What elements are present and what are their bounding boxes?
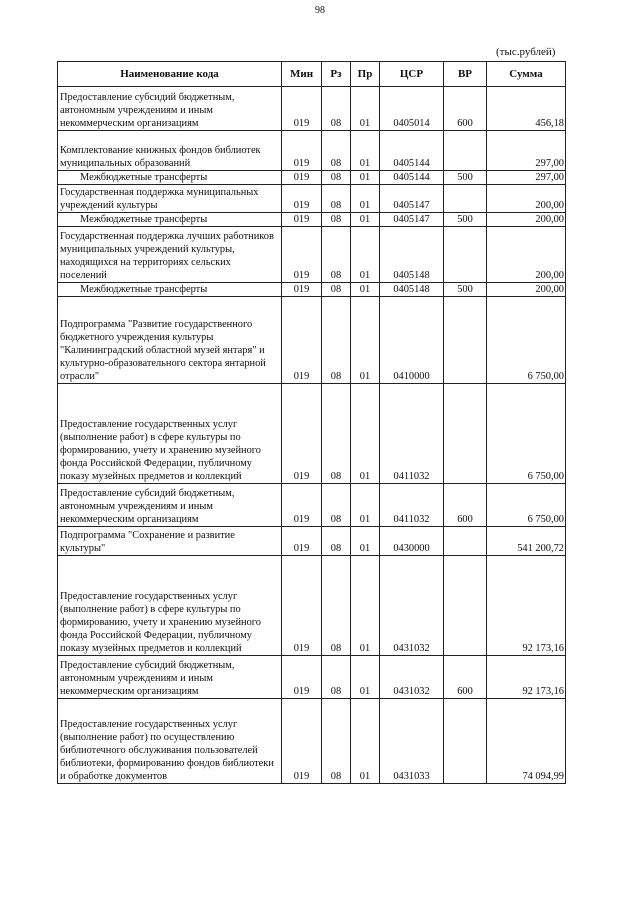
row-name: Подпрограмма "Сохранение и развитие культуры" bbox=[58, 527, 282, 556]
row-csr: 0405148 bbox=[380, 227, 444, 283]
header-csr: ЦСР bbox=[380, 62, 444, 87]
table-row bbox=[58, 227, 566, 283]
row-vr bbox=[444, 131, 487, 171]
row-min: 019 bbox=[282, 87, 322, 131]
row-min: 019 bbox=[282, 556, 322, 656]
row-csr: 0411032 bbox=[380, 484, 444, 527]
table-row bbox=[58, 171, 566, 185]
row-rz: 08 bbox=[322, 227, 351, 283]
row-sum: 92 173,16 bbox=[487, 556, 566, 656]
table-row bbox=[58, 556, 566, 656]
table-row bbox=[58, 213, 566, 227]
row-pr: 01 bbox=[351, 384, 380, 484]
row-min: 019 bbox=[282, 131, 322, 171]
row-vr bbox=[444, 297, 487, 384]
row-rz: 08 bbox=[322, 556, 351, 656]
row-vr bbox=[444, 227, 487, 283]
row-name: Комплектование книжных фондов библиотек муниципальных образований bbox=[58, 131, 282, 171]
row-pr: 01 bbox=[351, 656, 380, 699]
row-pr: 01 bbox=[351, 699, 380, 784]
table-row bbox=[58, 384, 566, 484]
table-row bbox=[58, 484, 566, 527]
row-csr: 0405144 bbox=[380, 171, 444, 185]
row-name: Межбюджетные трансферты bbox=[58, 213, 282, 227]
row-name: Межбюджетные трансферты bbox=[58, 283, 282, 297]
row-min: 019 bbox=[282, 297, 322, 384]
row-name: Предоставление государственных услуг (выполнение работ) в сфере культуры по формированию, учету и хранению музейного фонда Российской Федерации, публичному показу музейных предметов и коллекций bbox=[58, 556, 282, 656]
row-rz: 08 bbox=[322, 185, 351, 213]
row-pr: 01 bbox=[351, 556, 380, 656]
row-name: Межбюджетные трансферты bbox=[58, 171, 282, 185]
row-sum: 456,18 bbox=[487, 87, 566, 131]
row-name: Предоставление субсидий бюджетным, автономным учреждениям и иным некоммерческим организациям bbox=[58, 656, 282, 699]
row-csr: 0405144 bbox=[380, 131, 444, 171]
row-rz: 08 bbox=[322, 656, 351, 699]
row-sum: 297,00 bbox=[487, 171, 566, 185]
row-pr: 01 bbox=[351, 297, 380, 384]
row-name: Предоставление государственных услуг (выполнение работ) по осуществлению библиотечного обслуживания пользователей библиотеки, формированию фондов библиотеки и обработке документов bbox=[58, 699, 282, 784]
table-row bbox=[58, 87, 566, 131]
row-pr: 01 bbox=[351, 283, 380, 297]
row-vr: 600 bbox=[444, 87, 487, 131]
row-rz: 08 bbox=[322, 699, 351, 784]
row-rz: 08 bbox=[322, 527, 351, 556]
row-csr: 0410000 bbox=[380, 297, 444, 384]
row-vr: 600 bbox=[444, 484, 487, 527]
row-sum: 541 200,72 bbox=[487, 527, 566, 556]
row-min: 019 bbox=[282, 656, 322, 699]
row-sum: 74 094,99 bbox=[487, 699, 566, 784]
row-min: 019 bbox=[282, 227, 322, 283]
row-rz: 08 bbox=[322, 171, 351, 185]
row-rz: 08 bbox=[322, 484, 351, 527]
row-name: Государственная поддержка лучших работников муниципальных учреждений культуры, находящихся на территориях сельских поселений bbox=[58, 227, 282, 283]
row-sum: 200,00 bbox=[487, 185, 566, 213]
table-row bbox=[58, 297, 566, 384]
row-csr: 0431032 bbox=[380, 656, 444, 699]
row-vr: 500 bbox=[444, 213, 487, 227]
row-vr bbox=[444, 384, 487, 484]
row-rz: 08 bbox=[322, 297, 351, 384]
row-pr: 01 bbox=[351, 87, 380, 131]
page-number: 98 bbox=[315, 5, 325, 16]
header-name: Наименование кода bbox=[58, 62, 282, 87]
row-csr: 0411032 bbox=[380, 384, 444, 484]
row-sum: 297,00 bbox=[487, 131, 566, 171]
row-sum: 200,00 bbox=[487, 213, 566, 227]
budget-table bbox=[57, 61, 566, 784]
row-vr: 500 bbox=[444, 171, 487, 185]
table-row bbox=[58, 527, 566, 556]
row-pr: 01 bbox=[351, 527, 380, 556]
row-min: 019 bbox=[282, 527, 322, 556]
units-label: (тыс.рублей) bbox=[496, 46, 556, 58]
row-min: 019 bbox=[282, 213, 322, 227]
row-csr: 0405147 bbox=[380, 185, 444, 213]
row-csr: 0405148 bbox=[380, 283, 444, 297]
table-row bbox=[58, 699, 566, 784]
row-pr: 01 bbox=[351, 171, 380, 185]
header-pr: Пр bbox=[351, 62, 380, 87]
row-vr: 600 bbox=[444, 656, 487, 699]
row-vr: 500 bbox=[444, 283, 487, 297]
row-sum: 6 750,00 bbox=[487, 384, 566, 484]
row-rz: 08 bbox=[322, 213, 351, 227]
row-min: 019 bbox=[282, 484, 322, 527]
table-row bbox=[58, 185, 566, 213]
row-name: Подпрограмма "Развитие государственного бюджетного учреждения культуры "Калининградский областной музей янтаря" и культурно-образовательного сектора янтарной отрасли" bbox=[58, 297, 282, 384]
row-min: 019 bbox=[282, 699, 322, 784]
row-pr: 01 bbox=[351, 227, 380, 283]
row-pr: 01 bbox=[351, 185, 380, 213]
row-vr bbox=[444, 185, 487, 213]
row-sum: 6 750,00 bbox=[487, 297, 566, 384]
row-name: Государственная поддержка муниципальных учреждений культуры bbox=[58, 185, 282, 213]
row-csr: 0430000 bbox=[380, 527, 444, 556]
table-row bbox=[58, 656, 566, 699]
row-csr: 0405014 bbox=[380, 87, 444, 131]
header-rz: Рз bbox=[322, 62, 351, 87]
row-min: 019 bbox=[282, 171, 322, 185]
row-min: 019 bbox=[282, 185, 322, 213]
row-rz: 08 bbox=[322, 131, 351, 171]
row-name: Предоставление субсидий бюджетным, автономным учреждениям и иным некоммерческим организациям bbox=[58, 484, 282, 527]
row-pr: 01 bbox=[351, 484, 380, 527]
row-sum: 6 750,00 bbox=[487, 484, 566, 527]
row-rz: 08 bbox=[322, 87, 351, 131]
header-min: Мин bbox=[282, 62, 322, 87]
row-rz: 08 bbox=[322, 384, 351, 484]
row-vr bbox=[444, 527, 487, 556]
row-csr: 0431033 bbox=[380, 699, 444, 784]
row-pr: 01 bbox=[351, 131, 380, 171]
row-vr bbox=[444, 556, 487, 656]
row-rz: 08 bbox=[322, 283, 351, 297]
row-csr: 0405147 bbox=[380, 213, 444, 227]
row-name: Предоставление субсидий бюджетным, автономным учреждениям и иным некоммерческим организациям bbox=[58, 87, 282, 131]
header-row bbox=[58, 62, 566, 87]
row-vr bbox=[444, 699, 487, 784]
table-row bbox=[58, 131, 566, 171]
row-min: 019 bbox=[282, 384, 322, 484]
row-sum: 200,00 bbox=[487, 227, 566, 283]
row-sum: 200,00 bbox=[487, 283, 566, 297]
row-sum: 92 173,16 bbox=[487, 656, 566, 699]
header-vr: ВР bbox=[444, 62, 487, 87]
row-csr: 0431032 bbox=[380, 556, 444, 656]
row-min: 019 bbox=[282, 283, 322, 297]
header-sum: Сумма bbox=[487, 62, 566, 87]
row-pr: 01 bbox=[351, 213, 380, 227]
row-name: Предоставление государственных услуг (выполнение работ) в сфере культуры по формированию, учету и хранению музейного фонда Российской Федерации, публичному показу музейных предметов и коллекций bbox=[58, 384, 282, 484]
table-row bbox=[58, 283, 566, 297]
